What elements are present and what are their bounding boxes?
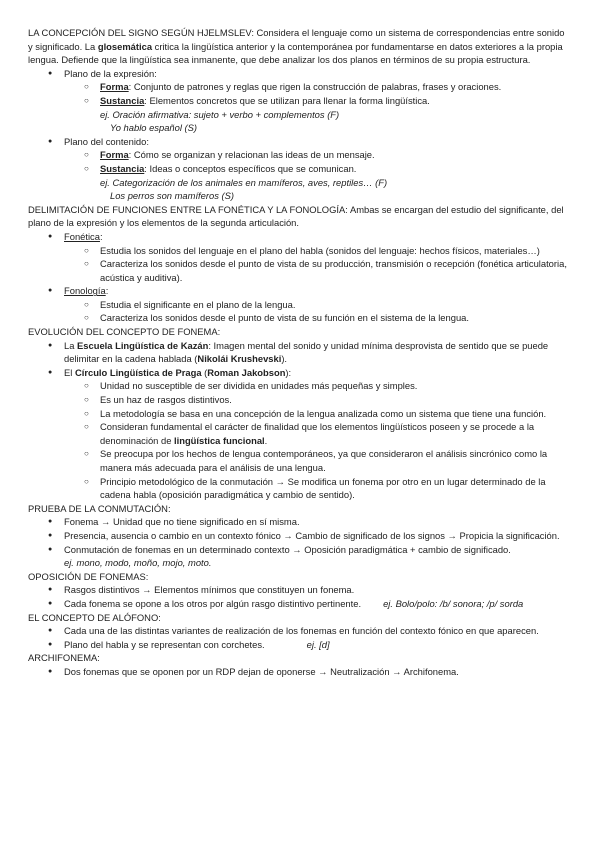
alofono-item-2: ● Plano del habla y se representan con corchetes. ej. [d]: [28, 638, 568, 652]
alofono-heading: EL CONCEPTO DE ALÓFONO:: [28, 611, 161, 623]
praga-item: ● El Círculo Lingüística de Praga (Roman Jakobson):: [28, 366, 568, 380]
prueba-item-3: ● Conmutación de fonemas en un determinado contexto → Oposición paradigmática + cambio de significado.: [28, 543, 568, 557]
content-example-2: Los perros son mamíferos (S): [110, 190, 234, 202]
kazan-item: ● La Escuela Lingüística de Kazán: Imagen mental del sonido y unidad mínima desprovista de sentido que se puede delimitar en la cadena hablada (Nikolái Krushevski).: [28, 339, 568, 366]
content-example-1: ej. Categorización de los animales en mamíferos, aves, reptiles… (F): [100, 176, 388, 188]
intro-lead: LA CONCEPCIÓN DEL SIGNO SEGÚN HJELMSLEV: Considera el lenguaje como un sistema de correspondencias entre sonido y significado. La: [28, 27, 565, 52]
oposicion-item-1: ● Rasgos distintivos → Elementos mínimos que constituyen un fonema.: [28, 583, 568, 597]
plane-content: ● Plano del contenido:: [28, 135, 568, 149]
hjelmslev-paragraph: [28, 26, 568, 67]
oposicion-heading: OPOSICIÓN DE FONEMAS:: [28, 570, 149, 582]
prueba-heading: PRUEBA DE LA CONMUTACIÓN:: [28, 502, 171, 514]
praga-sub-2: ○ Es un haz de rasgos distintivos.: [28, 393, 568, 407]
fonologia-sub-2: ○ Caracteriza los sonidos desde el punto de vista de su función en el sistema de la lengua.: [28, 311, 568, 325]
praga-sub-6: ○ Principio metodológico de la conmutación → Se modifica un fonema por otro en un lugar determinado de la cadena habla (oposición paradigmática y cambio de sentido).: [28, 475, 568, 502]
archifonema-list: [28, 665, 568, 679]
fonetica-sub-2: ○ Caracteriza los sonidos desde el punto de vista de su producción, transmisión o recepción (fonética articulatoria, acústica y auditiva).: [28, 257, 568, 284]
prueba-example: ej. mono, modo, moño, mojo, moto.: [64, 557, 212, 569]
expression-sustancia: ○ Sustancia: Elementos concretos que se utilizan para llenar la forma lingüística.: [28, 94, 568, 108]
prueba-item-1: ● Fonema → Unidad que no tiene significado en sí misma.: [28, 515, 568, 529]
evolucion-list: [28, 339, 568, 502]
content-forma: ○ Forma: Cómo se organizan y relacionan las ideas de un mensaje.: [28, 148, 568, 162]
fonetica-item: ● Fonética:: [28, 230, 568, 244]
alofono-list: [28, 624, 568, 651]
document-body: [28, 26, 568, 679]
expression-forma: ○ Forma: Conjunto de patrones y reglas que rigen la construcción de palabras, frases y oraciones.: [28, 80, 568, 94]
plane-expression: ● Plano de la expresión:: [28, 67, 568, 81]
prueba-item-2: ● Presencia, ausencia o cambio en un contexto fónico → Cambio de significado de los signos → Propicia la significación.: [28, 529, 568, 543]
praga-sub-5: ○ Se preocupa por los hechos de lengua contemporáneos, ya que consideraron el análisis sincrónico como la manera más adecuada para el análisis de una lengua.: [28, 447, 568, 474]
oposicion-list: [28, 583, 568, 610]
content-sustancia: ○ Sustancia: Ideas o conceptos específicos que se comunican.: [28, 162, 568, 176]
alofono-item-1: ● Cada una de las distintas variantes de realización de los fonemas en función del contexto fónico en que aparecen.: [28, 624, 568, 638]
glosematica-term: glosemática: [97, 40, 153, 52]
delimitacion-list: [28, 230, 568, 325]
expression-example-2: Yo hablo español (S): [110, 122, 198, 134]
prueba-list: [28, 515, 568, 569]
intro-rest: critica la lingüística anterior y la contemporánea por fundamentarse en datos exteriores a la propia lengua. Defiende que la lingüística sea inmanente, que debe analizar los dos planos en términos de su propia estructura.: [28, 40, 563, 66]
praga-sub-4: ○ Consideran fundamental el carácter de finalidad que los elementos lingüísticos poseen y se procede a la denominación de lingüística funcional.: [28, 420, 568, 447]
oposicion-item-2: ● Cada fonema se opone a los otros por algún rasgo distintivo pertinente. ej. Bolo/polo: /b/ sonora; /p/ sorda: [28, 597, 568, 611]
praga-sub-1: ○ Unidad no susceptible de ser dividida en unidades más pequeñas y simples.: [28, 379, 568, 393]
archifonema-heading: ARCHIFONEMA:: [28, 652, 100, 664]
fonologia-sub-1: ○ Estudia el significante en el plano de la lengua.: [28, 298, 568, 312]
fonetica-sub-1: ○ Estudia los sonidos del lenguaje en el plano del habla (sonidos del lenguaje: hechos físicos, materiales…): [28, 244, 568, 258]
delimitacion-paragraph: DELIMITACIÓN DE FUNCIONES ENTRE LA FONÉTICA Y LA FONOLOGÍA: Ambas se encargan del estudio del significante, del plano de la expresión y los elementos de la segunda articulación.: [28, 203, 564, 229]
praga-sub-3: ○ La metodología se basa en una concepción de la lengua analizada como un sistema que tiene una función.: [28, 407, 568, 421]
planes-list: [28, 67, 568, 203]
expression-example-1: ej. Oración afirmativa: sujeto + verbo + complementos (F): [100, 108, 340, 120]
fonologia-item: ● Fonología:: [28, 284, 568, 298]
evolucion-heading: EVOLUCIÓN DEL CONCEPTO DE FONEMA:: [28, 326, 221, 338]
archifonema-item-1: ● Dos fonemas que se oponen por un RDP dejan de oponerse → Neutralización → Archifonema.: [28, 665, 568, 679]
